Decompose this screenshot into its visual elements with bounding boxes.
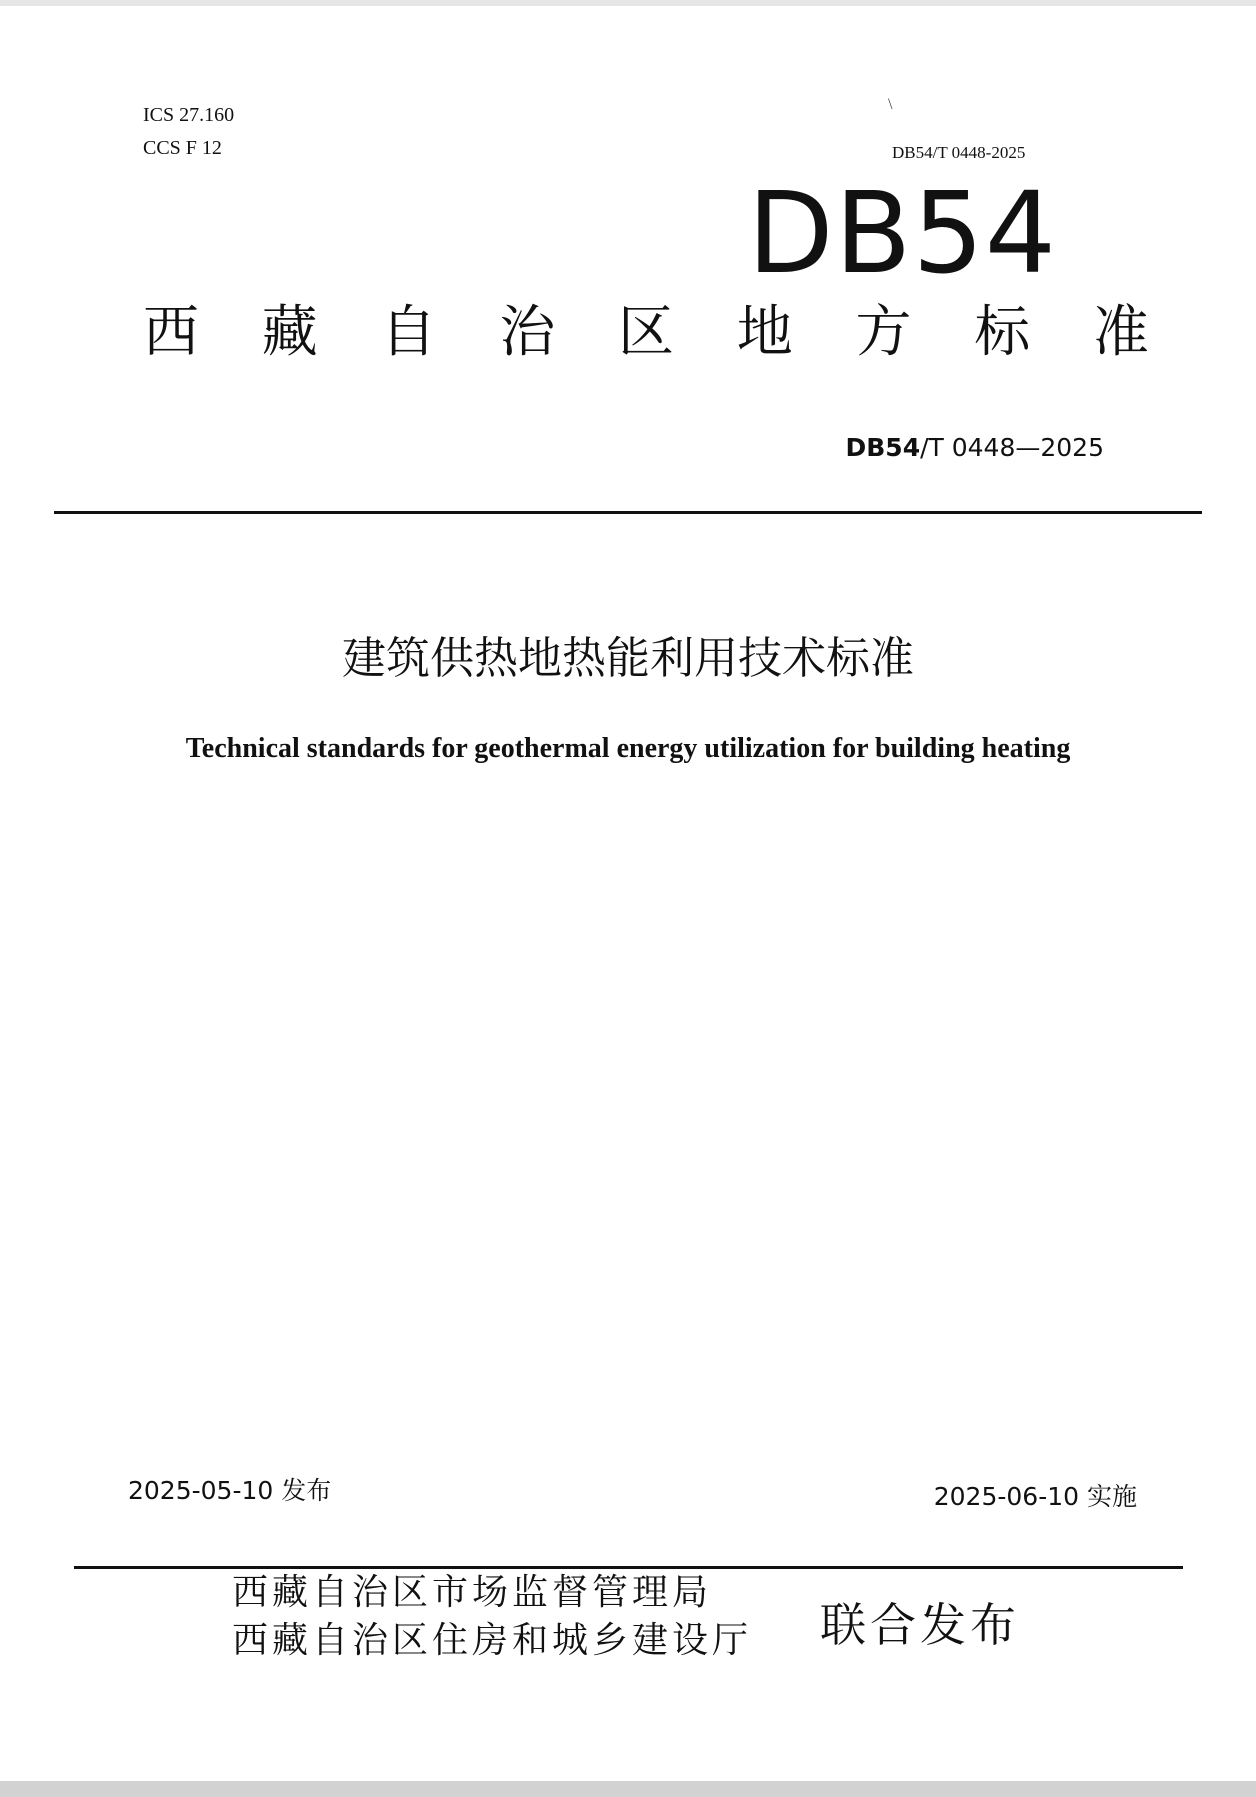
ccs-code: CCS F 12: [143, 137, 222, 159]
standard-type-char: 地: [736, 300, 793, 365]
stray-mark: \: [888, 96, 893, 113]
standard-type-char: 藏: [261, 300, 318, 365]
joint-issue-label: 联合发布: [820, 1598, 1020, 1652]
issuer-housing-construction: 西藏自治区住房和城乡建设厅: [232, 1620, 753, 1661]
standard-type-char: 标: [974, 300, 1031, 365]
db54-logo: DB54: [747, 169, 1057, 299]
standard-type-heading: [143, 300, 1149, 365]
standard-type-char: 治: [499, 300, 556, 365]
standard-type-char: 方: [855, 300, 912, 365]
page-bottom-edge: [0, 1781, 1256, 1797]
standard-type-char: 西: [143, 300, 199, 365]
issue-date: 2025-05-10 发布: [128, 1476, 332, 1505]
standard-type-char: 自: [380, 300, 437, 365]
ics-code: ICS 27.160: [143, 104, 235, 126]
document-title-chinese: 建筑供热地热能利用技术标准: [342, 633, 914, 684]
standard-type-char: 区: [618, 300, 674, 365]
standard-code-suffix: /T 0448—2025: [920, 433, 1104, 462]
issuer-market-supervision: 西藏自治区市场监督管理局: [232, 1572, 713, 1613]
document-title-english: Technical standards for geothermal energy utilization for building heating: [185, 733, 1071, 764]
standard-code-small: DB54/T 0448-2025: [892, 143, 1026, 162]
standard-code-large: [846, 433, 1105, 462]
top-divider: [54, 511, 1202, 514]
standard-type-char: 准: [1093, 300, 1149, 365]
standard-code-prefix: DB54: [845, 433, 921, 462]
page-top-edge: [0, 0, 1256, 6]
implementation-date: 2025-06-10 实施: [933, 1482, 1137, 1511]
